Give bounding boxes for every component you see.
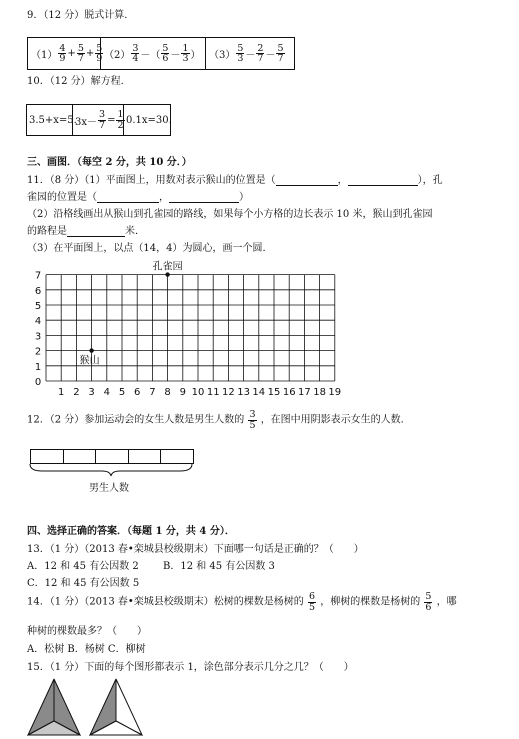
y-tick-label: 5 (34, 301, 42, 312)
q9-p3-frac-c (276, 44, 284, 64)
den: 6 (162, 53, 169, 64)
x-tick-label: 9 (179, 387, 186, 398)
num: 5 (237, 42, 244, 54)
peacock-label: 孔雀园 (152, 261, 183, 273)
coordinate-grid (24, 252, 354, 404)
x-tick-label: 18 (313, 387, 326, 398)
y-tick-label: 2 (34, 346, 42, 358)
q12-post: ，在图中用阴影表示女生的人数． (260, 414, 411, 426)
q11-line2-text: 雀园的位置是（ (27, 192, 97, 203)
q9-p2-frac-b (161, 44, 169, 64)
q14-line2: 种树的棵数最多？（ ） (27, 626, 147, 637)
q11-line1 (27, 171, 443, 186)
q11-line5: （3）在平面图上，以点（14，4）为圆心，画一个圆． (27, 243, 273, 254)
q11-close2: ） (239, 192, 249, 203)
op: + (85, 48, 95, 59)
den: 3 (182, 53, 189, 64)
q10-eq3 (124, 105, 170, 135)
den: 7 (99, 119, 106, 131)
q10-title: 10．（12 分）解方程． (27, 76, 131, 87)
x-tick-label: 19 (328, 387, 342, 398)
q9-p1-label: （1） (31, 50, 58, 61)
den: 3 (237, 53, 244, 64)
q9-title: 9．（12 分）脱式计算． (27, 10, 135, 21)
q9-p3-frac-b (256, 44, 264, 64)
x-tick-label: 2 (73, 387, 80, 398)
y-tick-label: 1 (34, 361, 42, 373)
den: 2 (117, 119, 124, 131)
num: 4 (59, 42, 66, 54)
q14-frac-1 (308, 592, 316, 612)
den: 4 (132, 53, 139, 64)
q13-option-a[interactable]: A．12 和 45 有公因数 2 (27, 561, 139, 572)
q9-p3-frac-a (236, 44, 244, 64)
q12-brace (28, 463, 194, 477)
q11-line2 (27, 188, 249, 203)
x-tick-label: 3 (88, 387, 95, 398)
num: 1 (117, 109, 124, 120)
q11-line4 (27, 222, 145, 237)
q12-bar-label: 男生人数 (89, 483, 129, 494)
q11-blank-4[interactable] (169, 193, 239, 203)
q9-p1-frac-b (77, 44, 85, 64)
q9-p2-frac-a (131, 44, 139, 64)
op: + (67, 48, 76, 59)
num: 6 (308, 591, 316, 602)
q13-option-b[interactable]: B．12 和 45 有公因数 3 (163, 561, 275, 572)
x-tick-label: 15 (267, 387, 281, 398)
op: － (245, 50, 256, 61)
q11-blank-3[interactable] (97, 193, 159, 203)
x-tick-label: 17 (298, 387, 311, 398)
x-tick-label: 11 (206, 387, 220, 398)
q11-blank-1[interactable] (276, 176, 338, 186)
num: 1 (182, 42, 189, 54)
den: 7 (277, 53, 284, 64)
num: 2 (257, 42, 264, 54)
q9-part1 (28, 38, 101, 69)
peacock-point (165, 272, 169, 276)
q10-eq1 (27, 105, 77, 135)
y-tick-label: 6 (34, 285, 42, 297)
q11-line1-text: 11．（8 分）（1）平面图上，用数对表示猴山的位置是（ (27, 175, 276, 186)
num: 3 (249, 409, 256, 420)
den: 6 (425, 601, 432, 613)
q11-blank-2[interactable] (348, 176, 418, 186)
den: 9 (96, 53, 103, 64)
x-tick-label: 12 (222, 387, 235, 398)
den: 7 (257, 53, 264, 64)
q9-box (27, 37, 295, 70)
q9-p2-label: （2） (104, 50, 131, 61)
q11-line4-text: 的路程是 (27, 226, 67, 237)
q14-mid: ，柳树的棵数是杨树的 (320, 596, 421, 608)
q15-text: 15．（1 分）下面的每个图形都表示 1，涂色部分表示几分之几？（ ） (27, 662, 354, 673)
bar-segment[interactable] (96, 450, 129, 463)
q9-p1-frac-a (58, 44, 66, 64)
q14-frac-2 (424, 592, 432, 612)
x-tick-label: 5 (118, 387, 126, 398)
x-tick-label: 4 (103, 387, 110, 398)
x-tick-label: 7 (149, 387, 156, 398)
num: 5 (277, 42, 284, 54)
section3-heading: 三、画图．（每空 2 分，共 10 分．） (27, 157, 192, 168)
den: 5 (308, 601, 316, 613)
bar-segment[interactable] (64, 450, 97, 463)
q11-close1: ），孔 (417, 175, 443, 186)
q10-eq3-text: 0.1x=30. (126, 114, 172, 126)
x-tick-label: 8 (164, 387, 171, 398)
y-tick-label: 3 (34, 331, 42, 343)
bar-segment[interactable] (31, 450, 64, 463)
den: 5 (249, 419, 256, 431)
num: 5 (425, 591, 432, 602)
y-tick-label: 7 (34, 270, 42, 282)
num: 5 (77, 42, 84, 54)
num: 5 (96, 42, 103, 54)
q12-bar (30, 449, 194, 464)
x-tick-label: 1 (58, 387, 65, 398)
x-tick-label: 13 (237, 387, 250, 398)
q12-frac (248, 410, 256, 430)
q9-part2 (101, 38, 206, 69)
q9-part3 (206, 38, 294, 69)
q15-shapes (26, 677, 146, 737)
q10-box (26, 104, 171, 136)
q15-shape-2 (90, 679, 142, 735)
q14-line1 (27, 592, 457, 612)
monkey-point (89, 348, 93, 352)
q13-option-c[interactable]: C．12 和 45 有公因数 5 (27, 578, 140, 589)
den: 9 (59, 53, 66, 64)
bar-segment[interactable] (129, 450, 162, 463)
q14-post: ，哪 (436, 596, 457, 608)
q13-text: 13．（1 分）（2013 春•栾城县校级期末）下面哪一句话是正确的？（ ） (27, 544, 364, 555)
q10-eq2-pre: 3x－ (75, 116, 98, 128)
q14-pre: 14．（1 分）（2013 春•栾城县校级期末）松树的棵数是杨树的 (27, 596, 304, 608)
q11-line3: （2）沿格线画出从猴山到孔雀园的路线，如果每个小方格的边长表示 10 米，猴山到孔雀园 (27, 209, 433, 220)
op: － (265, 50, 276, 61)
section4-heading: 四、选择正确的答案．（每题 1 分，共 4 分）． (27, 526, 235, 537)
comma: ， (159, 192, 169, 203)
x-tick-label: 6 (134, 387, 141, 398)
op: － (170, 50, 181, 61)
q14-options[interactable]: A．松树 B．杨树 C．柳树 (27, 644, 146, 655)
num: 3 (132, 42, 139, 54)
q10-eq2-frac-a (98, 110, 106, 130)
x-tick-label: 10 (191, 387, 205, 398)
q12-line (27, 410, 411, 430)
num: 3 (99, 109, 106, 120)
q12-pre: 12．（2 分）参加运动会的女生人数是男生人数的 (27, 414, 245, 426)
monkey-label: 猴山 (79, 355, 100, 367)
x-tick-label: 16 (282, 387, 296, 398)
y-tick-label: 0 (34, 377, 42, 388)
op: ） (190, 50, 201, 61)
q9-p2-frac-c (181, 44, 189, 64)
bar-segment[interactable] (161, 450, 193, 463)
num: 5 (162, 42, 169, 54)
op: －（ (140, 50, 161, 61)
comma: ， (337, 175, 348, 186)
y-tick-label: 4 (34, 316, 42, 328)
q15-shape-1 (28, 679, 80, 735)
q9-p3-label: （3） (209, 50, 236, 61)
q11-line4-post: 米． (125, 226, 145, 237)
q10-eq1-text: 3.5+x=5. (29, 114, 77, 126)
q10-eq2 (73, 105, 124, 135)
q11-blank-5[interactable] (67, 227, 125, 237)
x-tick-label: 14 (252, 387, 266, 398)
den: 7 (77, 53, 84, 64)
q10-eq2-equals: = (107, 114, 116, 126)
